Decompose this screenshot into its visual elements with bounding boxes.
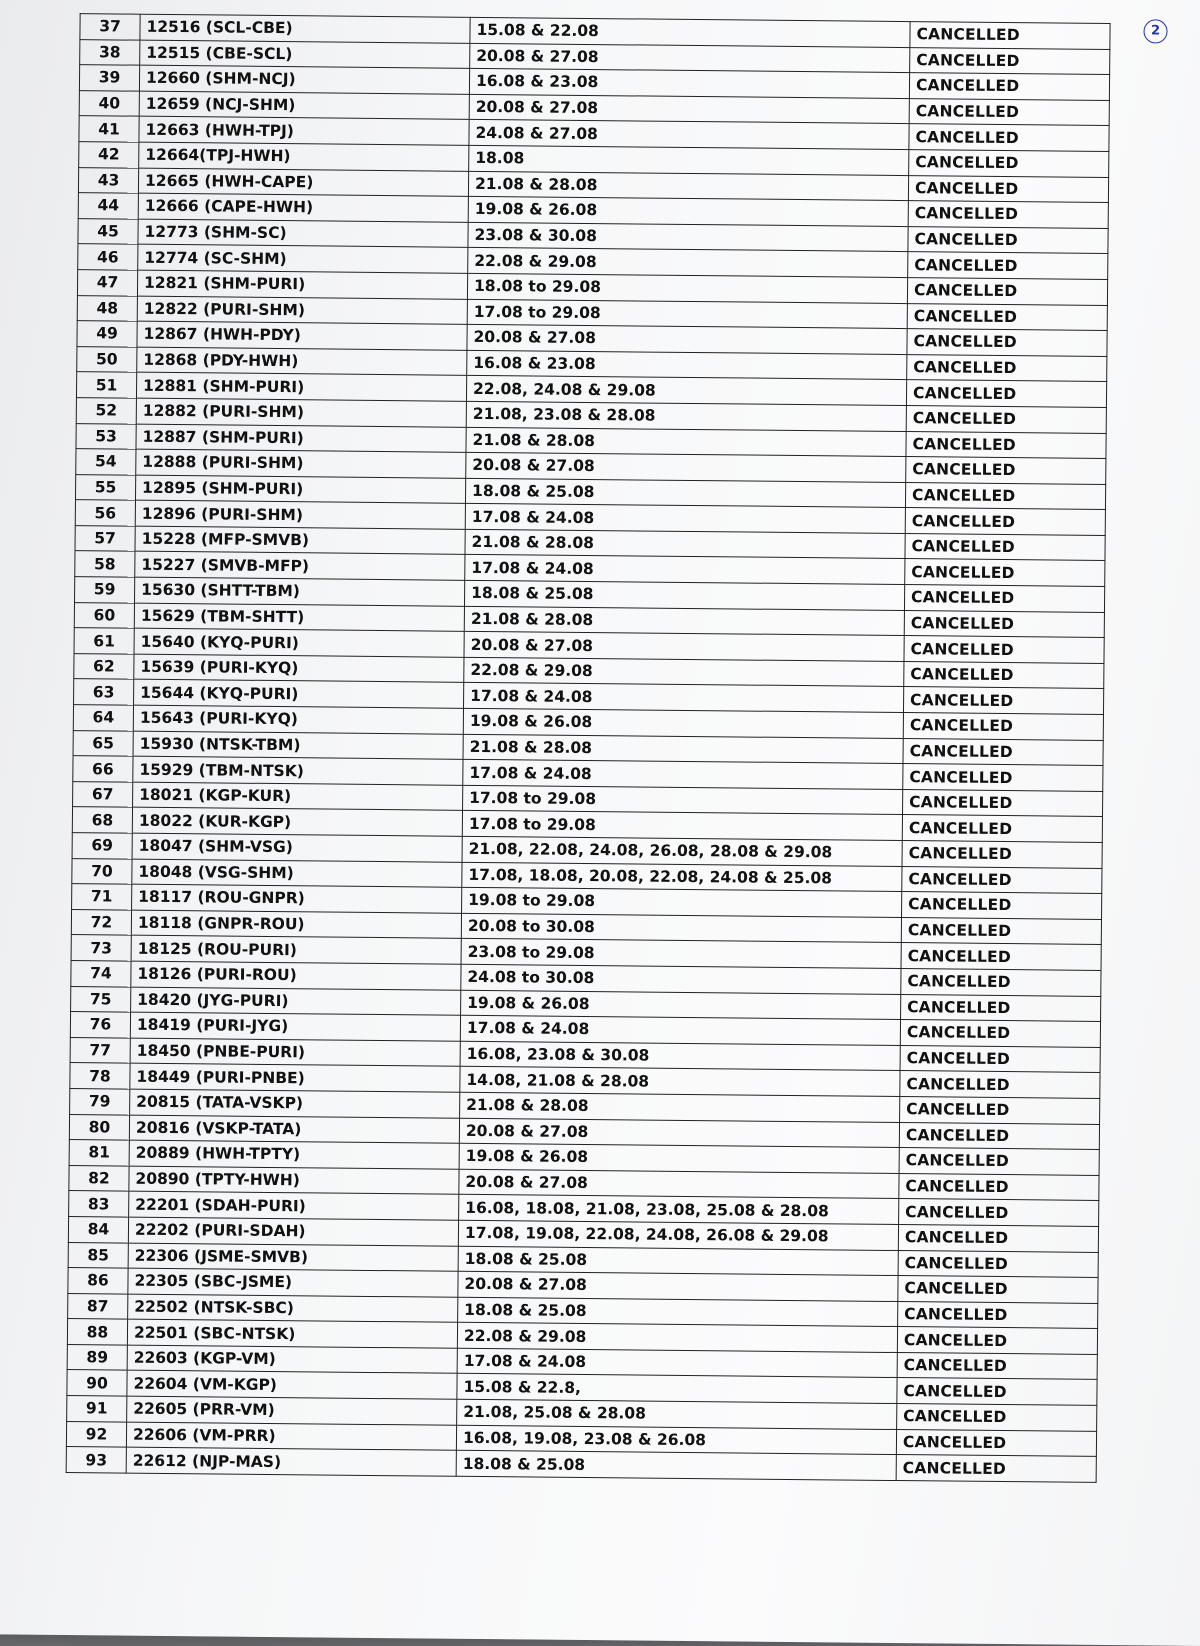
serial-number-cell: 58 [75,551,135,577]
cancellation-table [66,13,1111,1483]
dates-cell: 20.08 & 27.08 [467,324,907,354]
serial-number-cell: 41 [79,116,139,142]
dates-cell: 17.08 to 29.08 [463,785,903,815]
train-cell: 12882 (PURI-SHM) [136,398,466,427]
status-cell: CANCELLED [902,866,1102,894]
dates-cell: 19.08 & 26.08 [461,990,901,1020]
train-cell: 22201 (SDAH-PURI) [129,1191,459,1220]
serial-number-cell: 93 [66,1447,126,1473]
train-cell: 15644 (KYQ-PURI) [134,680,464,709]
serial-number-cell: 71 [72,884,132,910]
serial-number-cell: 42 [79,142,139,168]
status-cell: CANCELLED [896,1429,1096,1457]
status-cell: CANCELLED [902,789,1102,817]
status-cell: CANCELLED [898,1250,1098,1278]
train-cell: 15929 (TBM-NTSK) [133,756,463,785]
dates-cell: 17.08 & 24.08 [460,1015,900,1045]
status-cell: CANCELLED [905,559,1105,587]
serial-number-cell: 78 [70,1063,130,1089]
status-cell: CANCELLED [909,124,1109,152]
train-cell: 18419 (PURI-JYG) [130,1012,460,1041]
train-cell: 18022 (KUR-KGP) [132,808,462,837]
serial-number-cell: 45 [78,218,138,244]
train-cell: 12822 (PURI-SHM) [137,296,467,325]
train-cell: 12888 (PURI-SHM) [136,449,466,478]
train-cell: 22501 (SBC-NTSK) [127,1319,457,1348]
train-cell: 12516 (SCL-CBE) [140,14,470,43]
train-cell: 22605 (PRR-VM) [127,1396,457,1425]
dates-cell: 21.08, 22.08, 24.08, 26.08, 28.08 & 29.08 [462,836,902,866]
dates-cell: 17.08 & 24.08 [457,1348,897,1378]
train-cell: 12665 (HWH-CAPE) [138,168,468,197]
serial-number-cell: 67 [73,781,133,807]
serial-number-cell: 56 [75,500,135,526]
status-cell: CANCELLED [907,329,1107,357]
dates-cell: 21.08 & 28.08 [465,529,905,559]
serial-number-cell: 80 [69,1114,129,1140]
dates-cell: 20.08 & 27.08 [464,632,904,662]
train-cell: 15629 (TBM-SHTT) [134,603,464,632]
status-cell: CANCELLED [898,1301,1098,1329]
train-cell: 18126 (PURI-ROU) [131,961,461,990]
dates-cell: 20.08 & 27.08 [470,43,910,73]
status-cell: CANCELLED [897,1404,1097,1432]
dates-cell: 23.08 to 29.08 [461,939,901,969]
serial-number-cell: 65 [73,730,133,756]
status-cell: CANCELLED [899,1199,1099,1227]
train-cell: 18125 (ROU-PURI) [131,936,461,965]
serial-number-cell: 90 [67,1370,127,1396]
serial-number-cell: 39 [79,65,139,91]
serial-number-cell: 48 [77,295,137,321]
dates-cell: 22.08 & 29.08 [464,657,904,687]
train-cell: 15930 (NTSK-TBM) [133,731,463,760]
status-cell: CANCELLED [907,303,1107,331]
train-cell: 12666 (CAPE-HWH) [138,193,468,222]
status-cell: CANCELLED [901,917,1101,945]
serial-number-cell: 85 [68,1242,128,1268]
dates-cell: 18.08 & 25.08 [458,1246,898,1276]
status-cell: CANCELLED [900,1020,1100,1048]
status-cell: CANCELLED [910,22,1110,50]
dates-cell: 19.08 to 29.08 [462,887,902,917]
dates-cell: 17.08 & 24.08 [465,555,905,585]
serial-number-cell: 43 [78,167,138,193]
serial-number-cell: 87 [68,1293,128,1319]
serial-number-cell: 76 [70,1012,130,1038]
dates-cell: 18.08 & 25.08 [464,580,904,610]
serial-number-cell: 72 [71,909,131,935]
train-cell: 22606 (VM-PRR) [126,1422,456,1451]
status-cell: CANCELLED [898,1276,1098,1304]
status-cell: CANCELLED [905,533,1105,561]
status-cell: CANCELLED [897,1352,1097,1380]
train-cell: 12660 (SHM-NCJ) [139,65,469,94]
train-cell: 18021 (KGP-KUR) [133,782,463,811]
train-cell: 12868 (PDY-HWH) [137,347,467,376]
status-cell: CANCELLED [901,968,1101,996]
serial-number-cell: 40 [79,90,139,116]
serial-number-cell: 69 [72,833,132,859]
status-cell: CANCELLED [904,585,1104,613]
train-cell: 18048 (VSG-SHM) [132,859,462,888]
status-cell: CANCELLED [908,252,1108,280]
status-cell: CANCELLED [900,1045,1100,1073]
status-cell: CANCELLED [900,1096,1100,1124]
dates-cell: 18.08 & 25.08 [456,1451,896,1481]
status-cell: CANCELLED [901,943,1101,971]
serial-number-cell: 88 [67,1319,127,1345]
status-cell: CANCELLED [904,661,1104,689]
status-cell: CANCELLED [903,687,1103,715]
dates-cell: 20.08 & 27.08 [458,1271,898,1301]
serial-number-cell: 54 [76,449,136,475]
train-cell: 12895 (SHM-PURI) [135,475,465,504]
status-cell: CANCELLED [908,226,1108,254]
dates-cell: 17.08, 18.08, 20.08, 22.08, 24.08 & 25.08 [462,862,902,892]
train-cell: 22603 (KGP-VM) [127,1345,457,1374]
train-cell: 18047 (SHM-VSG) [132,833,462,862]
train-cell: 20816 (VSKP-TATA) [129,1115,459,1144]
serial-number-cell: 84 [68,1216,128,1242]
train-cell: 12659 (NCJ-SHM) [139,91,469,120]
dates-cell: 21.08, 23.08 & 28.08 [466,401,906,431]
dates-cell: 20.08 to 30.08 [461,913,901,943]
train-cell: 15227 (SMVB-MFP) [135,552,465,581]
status-cell: CANCELLED [897,1327,1097,1355]
dates-cell: 20.08 & 27.08 [466,452,906,482]
train-cell: 18118 (GNPR-ROU) [131,910,461,939]
serial-number-cell: 50 [77,346,137,372]
status-cell: CANCELLED [908,175,1108,203]
dates-cell: 19.08 & 26.08 [463,708,903,738]
serial-number-cell: 89 [67,1344,127,1370]
dates-cell: 20.08 & 27.08 [469,94,909,124]
status-cell: CANCELLED [903,713,1103,741]
status-cell: CANCELLED [906,380,1106,408]
train-cell: 12821 (SHM-PURI) [137,270,467,299]
serial-number-cell: 59 [75,577,135,603]
serial-number-cell: 62 [74,653,134,679]
serial-number-cell: 60 [74,602,134,628]
train-cell: 22502 (NTSK-SBC) [128,1294,458,1323]
serial-number-cell: 86 [68,1268,128,1294]
train-cell: 12773 (SHM-SC) [138,219,468,248]
dates-cell: 18.08 & 25.08 [458,1297,898,1327]
serial-number-cell: 91 [67,1396,127,1422]
train-cell: 12896 (PURI-SHM) [135,500,465,529]
dates-cell: 17.08 & 24.08 [463,760,903,790]
dates-cell: 17.08 to 29.08 [462,811,902,841]
train-cell: 18450 (PNBE-PURI) [130,1038,460,1067]
dates-cell: 18.08 & 25.08 [465,478,905,508]
dates-cell: 15.08 & 22.08 [470,17,910,47]
train-cell: 12664(TPJ-HWH) [139,142,469,171]
dates-cell: 15.08 & 22.8, [457,1374,897,1404]
status-cell: CANCELLED [904,636,1104,664]
dates-cell: 19.08 & 26.08 [459,1143,899,1173]
dates-cell: 22.08, 24.08 & 29.08 [466,376,906,406]
train-cell: 12663 (HWH-TPJ) [139,117,469,146]
serial-number-cell: 81 [69,1140,129,1166]
serial-number-cell: 82 [69,1165,129,1191]
serial-number-cell: 47 [77,270,137,296]
dates-cell: 19.08 & 26.08 [468,196,908,226]
train-cell: 18420 (JYG-PURI) [131,987,461,1016]
train-cell: 18117 (ROU-GNPR) [132,884,462,913]
train-cell: 15639 (PURI-KYQ) [134,654,464,683]
dates-cell: 16.08, 23.08 & 30.08 [460,1041,900,1071]
dates-cell: 16.08 & 23.08 [469,69,909,99]
serial-number-cell: 64 [73,705,133,731]
train-cell: 15630 (SHTT-TBM) [135,577,465,606]
handwritten-page-number: 2 [1143,19,1167,43]
dates-cell: 21.08 & 28.08 [463,734,903,764]
dates-cell: 23.08 & 30.08 [468,222,908,252]
train-cell: 12881 (SHM-PURI) [136,372,466,401]
status-cell: CANCELLED [903,764,1103,792]
status-cell: CANCELLED [905,508,1105,536]
train-cell: 15643 (PURI-KYQ) [133,705,463,734]
train-cell: 20815 (TATA-VSKP) [130,1089,460,1118]
status-cell: CANCELLED [899,1173,1099,1201]
status-cell: CANCELLED [906,431,1106,459]
serial-number-cell: 57 [75,525,135,551]
status-cell: CANCELLED [898,1224,1098,1252]
status-cell: CANCELLED [905,482,1105,510]
status-cell: CANCELLED [904,610,1104,638]
train-cell: 15640 (KYQ-PURI) [134,628,464,657]
status-cell: CANCELLED [910,47,1110,75]
status-cell: CANCELLED [907,278,1107,306]
dates-cell: 21.08 & 28.08 [468,171,908,201]
serial-number-cell: 73 [71,935,131,961]
dates-cell: 18.08 [469,145,909,175]
dates-cell: 17.08 to 29.08 [467,299,907,329]
serial-number-cell: 77 [70,1037,130,1063]
dates-cell: 24.08 & 27.08 [469,120,909,150]
status-cell: CANCELLED [899,1122,1099,1150]
serial-number-cell: 68 [72,807,132,833]
dates-cell: 21.08, 25.08 & 28.08 [457,1399,897,1429]
serial-number-cell: 92 [66,1421,126,1447]
train-cell: 22305 (SBC-JSME) [128,1268,458,1297]
serial-number-cell: 53 [76,423,136,449]
serial-number-cell: 63 [74,679,134,705]
serial-number-cell: 83 [69,1191,129,1217]
status-cell: CANCELLED [896,1455,1096,1483]
dates-cell: 20.08 & 27.08 [459,1118,899,1148]
status-cell: CANCELLED [909,73,1109,101]
status-cell: CANCELLED [908,201,1108,229]
serial-number-cell: 38 [80,39,140,65]
dates-cell: 21.08 & 28.08 [460,1092,900,1122]
serial-number-cell: 79 [70,1088,130,1114]
train-cell: 15228 (MFP-SMVB) [135,526,465,555]
dates-cell: 16.08, 19.08, 23.08 & 26.08 [456,1425,896,1455]
status-cell: CANCELLED [907,354,1107,382]
dates-cell: 16.08 & 23.08 [467,350,907,380]
status-cell: CANCELLED [897,1378,1097,1406]
status-cell: CANCELLED [902,841,1102,869]
dates-cell: 22.08 & 29.08 [468,248,908,278]
serial-number-cell: 51 [76,372,136,398]
dates-cell: 24.08 to 30.08 [461,964,901,994]
dates-cell: 21.08 & 28.08 [464,606,904,636]
serial-number-cell: 61 [74,628,134,654]
train-cell: 22612 (NJP-MAS) [126,1447,456,1476]
train-cell: 12867 (HWH-PDY) [137,321,467,350]
dates-cell: 22.08 & 29.08 [457,1323,897,1353]
status-cell: CANCELLED [909,98,1109,126]
status-cell: CANCELLED [903,738,1103,766]
status-cell: CANCELLED [906,405,1106,433]
status-cell: CANCELLED [900,1071,1100,1099]
serial-number-cell: 75 [71,986,131,1012]
train-cell: 22604 (VM-KGP) [127,1371,457,1400]
train-cell: 20889 (HWH-TPTY) [129,1140,459,1169]
serial-number-cell: 37 [80,14,140,40]
serial-number-cell: 49 [77,321,137,347]
serial-number-cell: 70 [72,858,132,884]
train-cell: 22306 (JSME-SMVB) [128,1243,458,1272]
serial-number-cell: 66 [73,756,133,782]
serial-number-cell: 44 [78,193,138,219]
status-cell: CANCELLED [901,994,1101,1022]
train-cell: 12515 (CBE-SCL) [140,40,470,69]
dates-cell: 17.08 & 24.08 [465,504,905,534]
status-cell: CANCELLED [902,892,1102,920]
dates-cell: 17.08 & 24.08 [464,683,904,713]
serial-number-cell: 55 [75,474,135,500]
status-cell: CANCELLED [899,1148,1099,1176]
table-body [66,14,1110,1483]
train-cell: 12887 (SHM-PURI) [136,424,466,453]
status-cell: CANCELLED [906,457,1106,485]
status-cell: CANCELLED [909,150,1109,178]
dates-cell: 21.08 & 28.08 [466,427,906,457]
dates-cell: 17.08, 19.08, 22.08, 24.08, 26.08 & 29.08 [458,1220,898,1250]
train-cell: 20890 (TPTY-HWH) [129,1166,459,1195]
serial-number-cell: 46 [78,244,138,270]
train-cell: 18449 (PURI-PNBE) [130,1063,460,1092]
dates-cell: 16.08, 18.08, 21.08, 23.08, 25.08 & 28.08 [459,1195,899,1225]
dates-cell: 20.08 & 27.08 [459,1169,899,1199]
dates-cell: 18.08 to 29.08 [467,273,907,303]
status-cell: CANCELLED [902,815,1102,843]
train-cell: 12774 (SC-SHM) [138,245,468,274]
dates-cell: 14.08, 21.08 & 28.08 [460,1067,900,1097]
serial-number-cell: 74 [71,961,131,987]
serial-number-cell: 52 [76,397,136,423]
train-cell: 22202 (PURI-SDAH) [128,1217,458,1246]
